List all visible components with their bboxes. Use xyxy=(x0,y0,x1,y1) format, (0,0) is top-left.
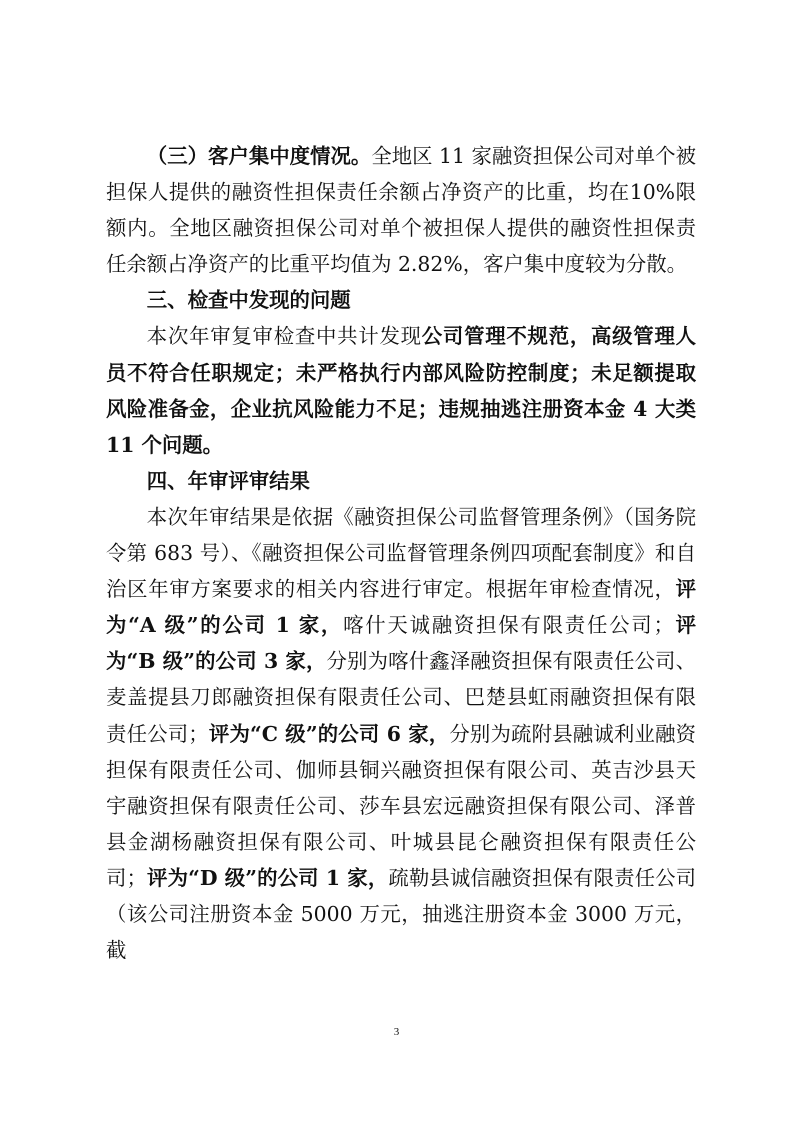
issues-lead-text: 本次年审复审检查中共计发现 xyxy=(146,324,422,349)
section-heading-results: 四、年审评审结果 xyxy=(146,468,310,493)
results-intro-text: 本次年审结果是依据《融资担保公司监督管理条例》（国务院令第 683 号）、《融资担保公司监督管理条例四项配套制度》和自治区年审方案要求的相关内容进行审定。根据年审检查情况， xyxy=(106,504,696,602)
paragraph-customer-concentration xyxy=(106,138,696,282)
customer-concentration-text: 全地区 11 家融资担保公司对单个被担保人提供的融资性担保责任余额占净资产的比重，均在10%限额内。全地区融资担保公司对单个被担保人提供的融资性担保责任余额占净资产的比重平均值为 2.82%，客户集中度较为分散。 xyxy=(106,144,696,277)
section-heading-issues: 三、检查中发现的问题 xyxy=(146,288,351,313)
page-number: 3 xyxy=(393,1026,400,1038)
issues-bold-text: 公司管理不规范，高级管理人员不符合任职规定；未严格执行内部风险防控制度；未足额提取风险准备金，企业抗风险能力不足；违规抽逃注册资本金 4 大类 11 个问题。 xyxy=(106,324,697,457)
subheading-customer-concentration: （三）客户集中度情况。 xyxy=(146,144,372,168)
paragraph-results xyxy=(106,499,696,968)
grade-c-companies: 分别为疏附县融诚利业融资担保有限责任公司、伽师县铜兴融资担保有限公司、英吉沙县天宇融资担保有限责任公司、莎车县宏远融资担保有限公司、泽普县金湖杨融资担保有限公司、叶城县昆仑融资担保有限责任公司； xyxy=(106,721,697,890)
grade-a-companies: 喀什天诚融资担保有限责任公司； xyxy=(343,613,674,638)
document-body xyxy=(106,138,696,968)
grade-c-label: 评为“C 级”的公司 6 家， xyxy=(208,721,450,746)
grade-b-label: 评为“B 级”的公司 3 家， xyxy=(106,613,697,674)
paragraph-issues xyxy=(106,318,696,462)
grade-d-companies: 疏勒县诚信融资担保有限责任公司（该公司注册资本金 5000 万元，抽逃注册资本金 3000 万元，截 xyxy=(106,865,697,963)
grade-a-label: 评为“A 级”的公司 1 家， xyxy=(106,577,696,638)
grade-b-companies: 分别为喀什鑫泽融资担保有限责任公司、麦盖提县刀郎融资担保有限责任公司、巴楚县虹雨融资担保有限责任公司； xyxy=(106,649,696,746)
grade-d-label: 评为“D 级”的公司 1 家， xyxy=(146,865,389,890)
